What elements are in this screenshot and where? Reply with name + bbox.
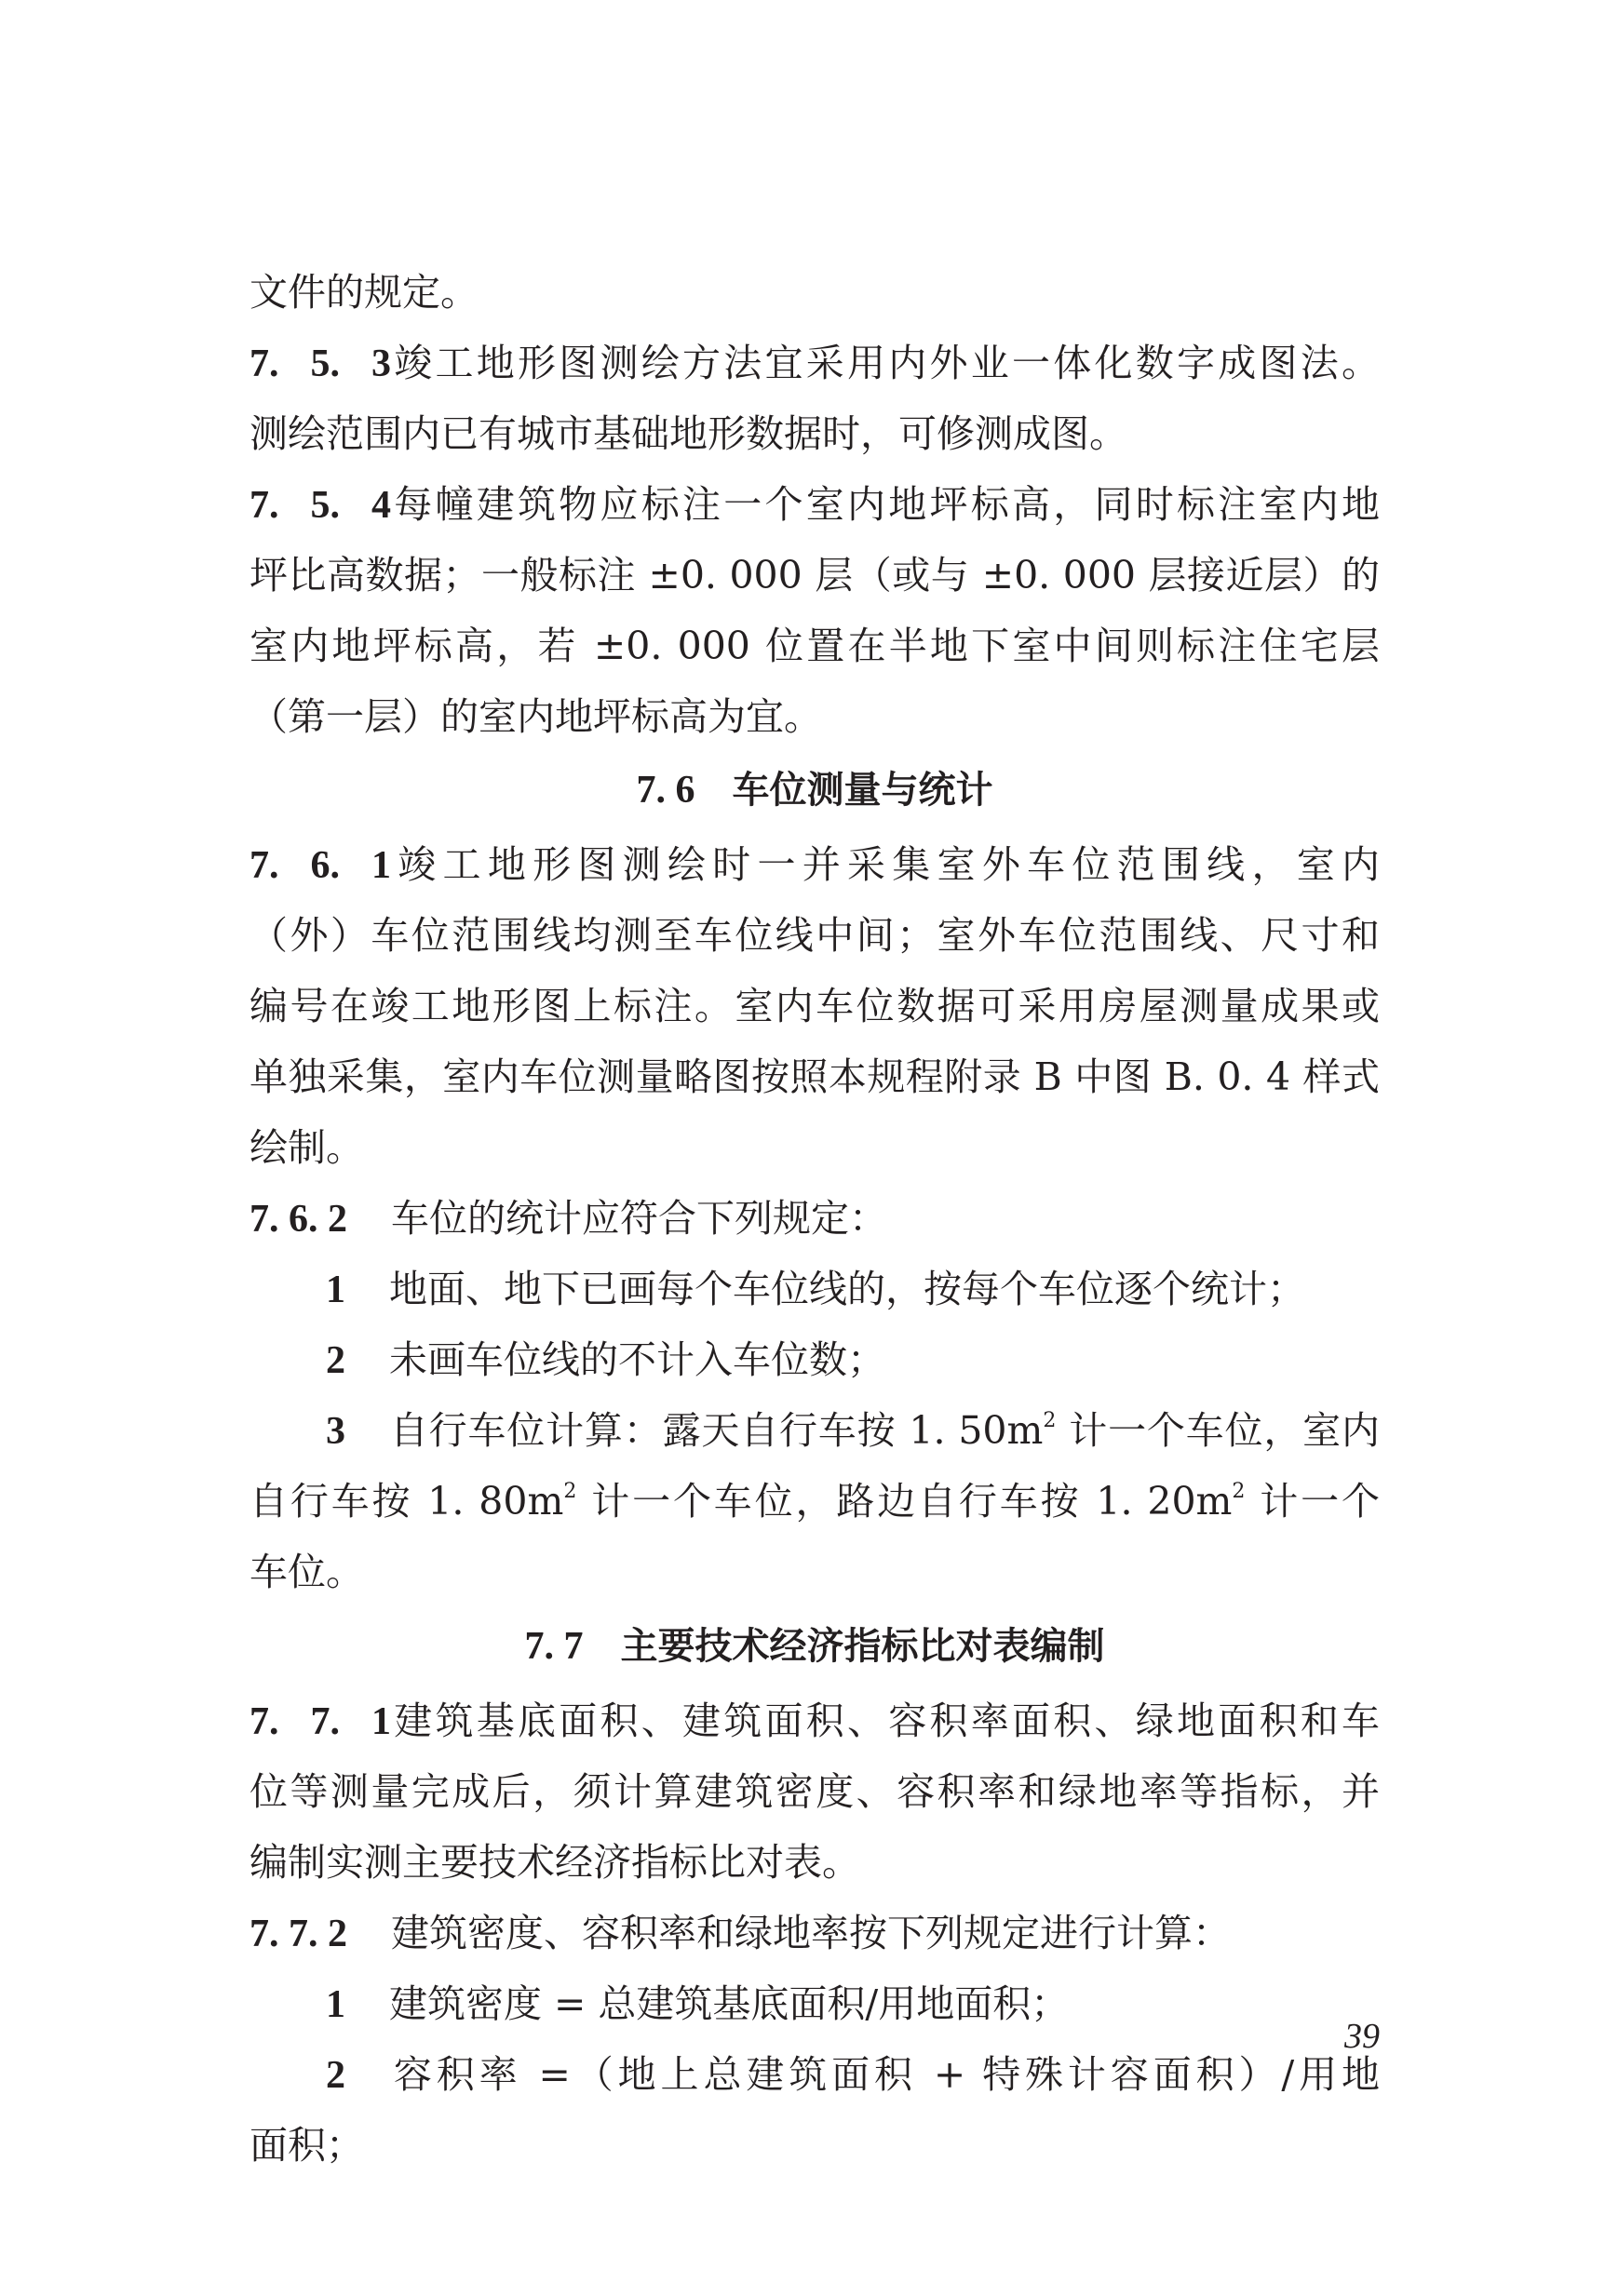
text-line: 编号在竣工地形图上标注。室内车位数据可采用房屋测量成果或 xyxy=(250,984,1380,1028)
clause-7-7-2: 7. 7. 2 建筑密度、容积率和绿地率按下列规定进行计算： xyxy=(250,1906,1380,1960)
section-number: 7. 6 xyxy=(636,769,695,812)
text-line: 位等测量完成后，须计算建筑密度、容积率和绿地率等指标，并 xyxy=(250,1769,1380,1814)
text-line: 绘制。 xyxy=(250,1125,364,1170)
list-item: 2 容积率 =（地上总建筑面积 + 特殊计容面积）/用地 xyxy=(326,2048,1380,2101)
text-line: （第一层）的室内地坪标高为宜。 xyxy=(250,694,822,739)
text-line: 坪比高数据；一般标注 ±0. 000 层（或与 ±0. 000 层接近层）的 xyxy=(250,553,1380,597)
clause-number: 7. 5. 3 xyxy=(250,342,391,385)
clause-number: 7. 6. 2 xyxy=(250,1198,347,1241)
item-number: 2 xyxy=(326,1339,345,1382)
text-line: 测绘范围内已有城市基础地形数据时，可修测成图。 xyxy=(250,411,1127,456)
section-heading-7-7 xyxy=(250,1619,1380,1673)
item-number: 2 xyxy=(326,2054,345,2097)
text-line: 自行车按 1. $80m^2$ 计一个车位，路边自行车按 1. $20m^2$ 计一个 xyxy=(250,1479,1381,1524)
section-title: 车位测量与统计 xyxy=(732,769,993,812)
clause-number: 7. 6. 1 xyxy=(250,844,391,887)
text-line: 单独采集，室内车位测量略图按照本规程附录 B 中图 B. 0. 4 样式 xyxy=(250,1054,1380,1099)
section-number: 7. 7 xyxy=(524,1625,584,1668)
clause-number: 7. 7. 2 xyxy=(250,1913,347,1955)
text-line: 编制实测主要技术经济指标比对表。 xyxy=(250,1840,860,1885)
item-number: 1 xyxy=(326,1269,345,1311)
clause-7-7-1: 7. 7. 1建筑基底面积、建筑面积、容积率面积、绿地面积和车 xyxy=(250,1694,1380,1748)
clause-7-6-1: 7. 6. 1竣工地形图测绘时一并采集室外车位范围线，室内 xyxy=(250,838,1380,892)
clause-7-6-2: 7. 6. 2 车位的统计应符合下列规定： xyxy=(250,1191,1380,1245)
list-item: 1 建筑密度 = 总建筑基底面积/用地面积； xyxy=(326,1977,1380,2031)
text-line: 室内地坪标高，若 ±0. 000 位置在半地下室中间则标注住宅层 xyxy=(250,624,1380,668)
text-line: 文件的规定。 xyxy=(250,270,479,315)
clause-7-5-4: 7. 5. 4每幢建筑物应标注一个室内地坪标高，同时标注室内地 xyxy=(250,477,1380,531)
section-heading-7-6 xyxy=(250,763,1380,817)
list-item: 2 未画车位线的不计入车位数； xyxy=(326,1333,1380,1387)
section-title: 主要技术经济指标比对表编制 xyxy=(620,1625,1105,1668)
item-number: 3 xyxy=(326,1410,345,1453)
text-line: 面积； xyxy=(250,2123,364,2168)
clause-number: 7. 5. 4 xyxy=(250,484,391,527)
page-number: 39 xyxy=(1344,2017,1380,2056)
list-item: 1 地面、地下已画每个车位线的，按每个车位逐个统计； xyxy=(326,1262,1380,1316)
clause-7-5-3: 7. 5. 3竣工地形图测绘方法宜采用内外业一体化数字成图法。 xyxy=(250,336,1380,390)
text-line: 车位。 xyxy=(250,1550,364,1594)
item-number: 1 xyxy=(326,1983,345,2026)
clause-number: 7. 7. 1 xyxy=(250,1700,391,1743)
text-line: （外）车位范围线均测至车位线中间；室外车位范围线、尺寸和 xyxy=(250,913,1380,958)
list-item: 3 自行车位计算：露天自行车按 1. $50m^2$ 计一个车位，室内 xyxy=(326,1403,1380,1457)
